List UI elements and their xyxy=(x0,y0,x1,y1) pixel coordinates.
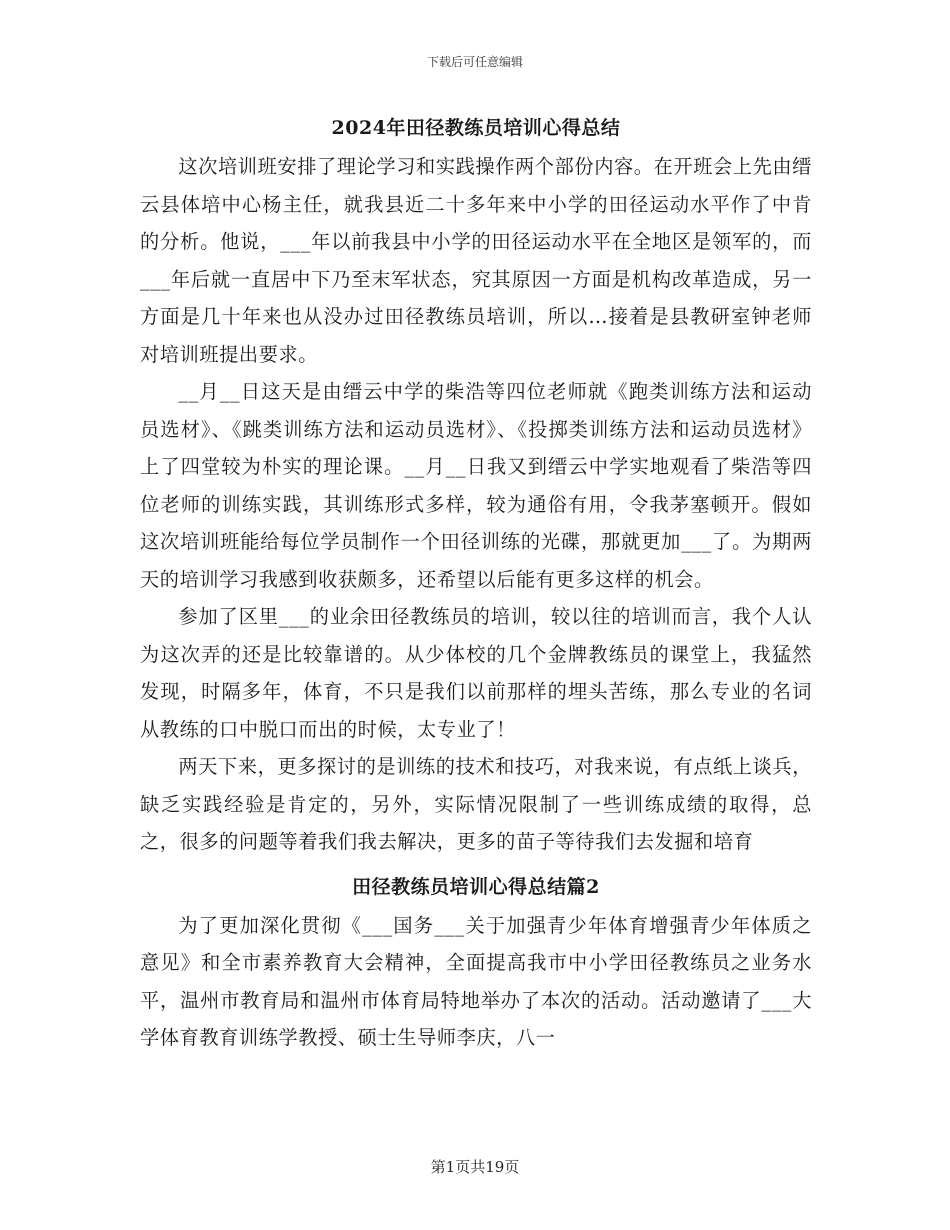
paragraph: __月__日这天是由缙云中学的柴浩等四位老师就《跑类训练方法和运动员选材》、《跳类训练方法和运动员选材》、《投掷类训练方法和运动员选材》上了四堂较为朴实的理论课。__月__日我又到缙云中学实地观看了柴浩等四位老师的训练实践，其训练形式多样，较为通俗有用，令我茅塞顿开。假如这次培训班能给每位学员制作一个田径训练的光碟，那就更加___了。为期两天的培训学习我感到收获颇多，还希望以后能有更多这样的机会。 xyxy=(140,380,812,591)
document-title: 2024年田径教练员培训心得总结 xyxy=(331,117,621,139)
page-number-footer: 第1页共19页 xyxy=(430,1158,520,1176)
paragraph: 为了更加深化贯彻《___国务___关于加强青少年体育增强青少年体质之意见》和全市素养教育大会精神，全面提高我市中小学田径教练员之业务水平，温州市教育局和温州市体育局特地举办了本次的活动。活动邀请了___大学体育教育训练学教授、硕士生导师李庆，八一 xyxy=(140,913,812,1049)
document-body xyxy=(140,108,812,1057)
paragraph: 这次培训班安排了理论学习和实践操作两个部份内容。在开班会上先由缙云县体培中心杨主任，就我县近二十多年来中小学的田径运动水平作了中肯的分析。他说，___年以前我县中小学的田径运动水平在全地区是领军的，而___年后就一直居中下乃至末军状态，究其原因一方面是机构改革造成，另一方面是几十年来也从没办过田径教练员培训，所以…接着是县教研室钟老师对培训班提出要求。 xyxy=(140,155,812,366)
paragraph: 参加了区里___的业余田径教练员的培训，较以往的培训而言，我个人认为这次弄的还是比较靠谱的。从少体校的几个金牌教练员的课堂上，我猛然发现，时隔多年，体育，不只是我们以前那样的埋头苦练，那么专业的名词从教练的口中脱口而出的时候，太专业了！ xyxy=(140,605,812,741)
header-note: 下载后可任意编辑 xyxy=(426,55,523,69)
paragraph: 两天下来，更多探讨的是训练的技术和技巧，对我来说，有点纸上谈兵，缺乏实践经验是肯定的，另外，实际情况限制了一些训练成绩的取得，总之，很多的问题等着我们我去解决，更多的苗子等待我们去发掘和培育 xyxy=(140,755,812,853)
section-title: 田径教练员培训心得总结篇2 xyxy=(352,875,600,898)
